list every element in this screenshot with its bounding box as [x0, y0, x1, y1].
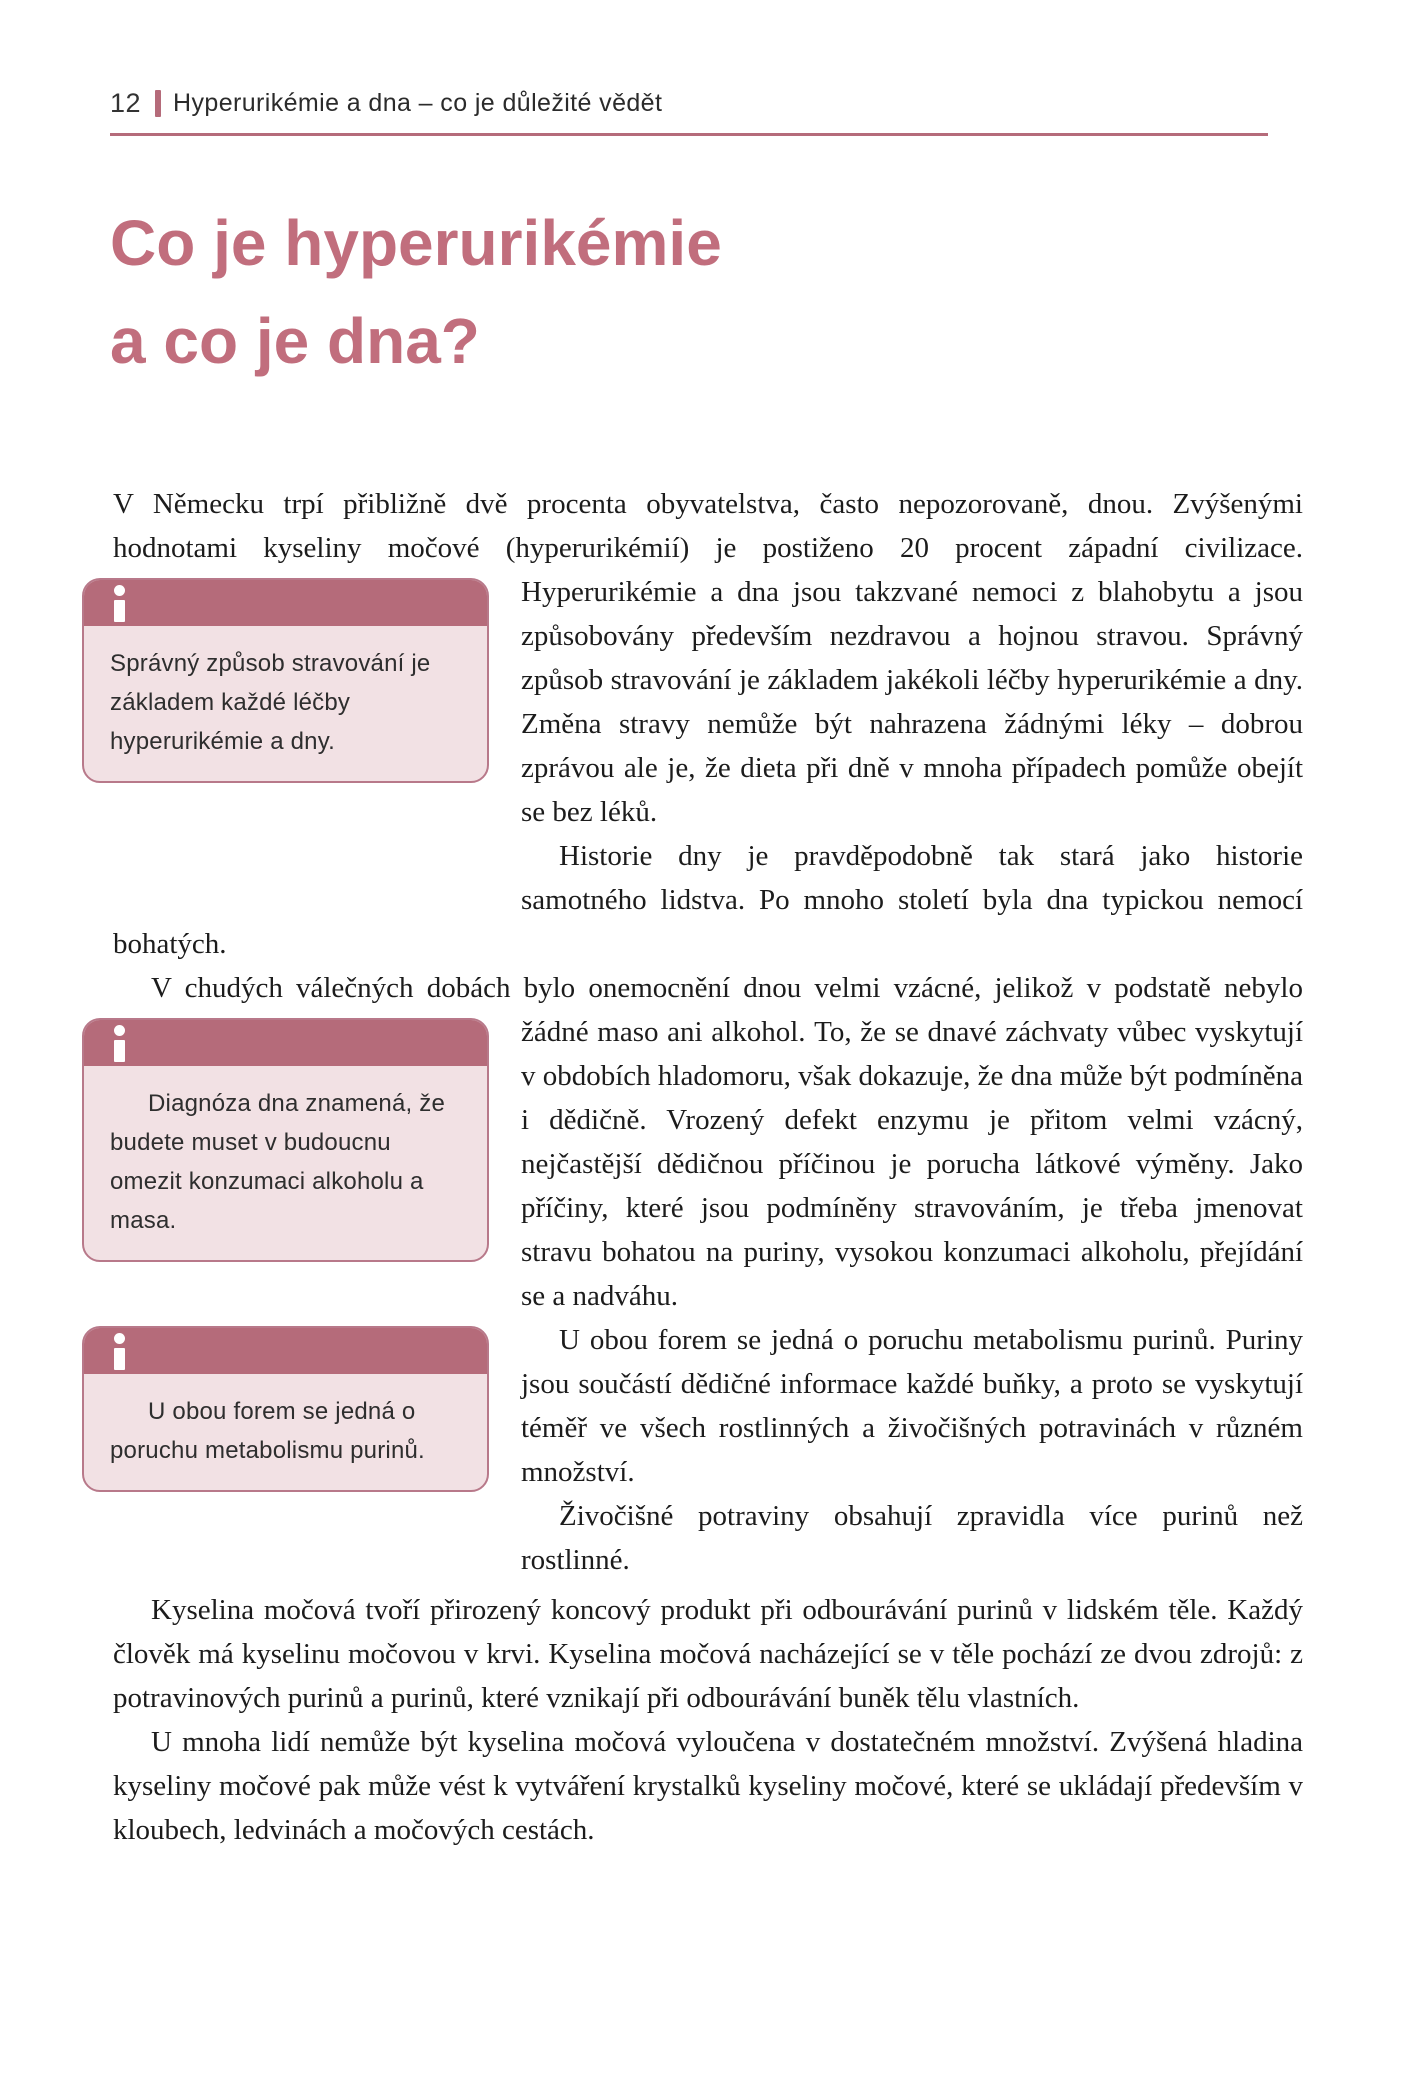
info-box-2-header [84, 1020, 487, 1066]
info-box-3-text: U obou forem se jedná o poruchu metabolismu purinů. [110, 1398, 425, 1464]
paragraph-5: Živočišné potraviny obsahují zpravidla více purinů než rostlinné. [521, 1500, 1303, 1576]
info-icon-dot [114, 585, 125, 596]
header-separator-bar [155, 90, 161, 117]
info-icon-stem [114, 600, 125, 622]
book-page [0, 88, 1415, 2088]
info-box-2-frame [82, 1018, 489, 1262]
info-box-2 [82, 1018, 489, 1312]
running-header-row [110, 88, 1300, 119]
paragraph-4-text: U obou forem se jedná o poruchu metabolismu purinů. Puriny jsou součástí dědičné informace každé buňky, a proto se vyskytují téměř ve všech rostlinných a živočišných potravinách v různém množství. [521, 1324, 1303, 1488]
info-box-2-text: Diagnóza dna znamená, že budete muset v budoucnu omezit konzumaci alkoholu a masa. [110, 1090, 445, 1234]
info-icon [114, 585, 125, 622]
info-icon-stem [114, 1040, 125, 1062]
body-text [110, 482, 1304, 1852]
page-number: 12 [110, 88, 142, 118]
info-box-1-header [84, 580, 487, 626]
info-box-3-frame [82, 1326, 489, 1492]
paragraph-7: U mnoha lidí nemůže být kyselina močová vyloučena v dostatečném množství. Zvýšená hladina kyseliny močové pak může vést k vytváření krystalků kyseliny močové, které se ukládají především v kloubech, ledvinách a močových cestách. [113, 1726, 1303, 1846]
info-icon-dot [114, 1333, 125, 1344]
title-line-1: Co je hyperurikémie [110, 207, 722, 279]
info-box-1-text: Správný způsob stravování je základem každé léčby hyperurikémie a dny. [110, 650, 431, 755]
info-box-3-header [84, 1328, 487, 1374]
paragraph-2: Historie dny je pravděpodobně tak stará jako historie samotného lidstva. Po mnoho století byla dna typickou nemocí bohatých. [113, 840, 1303, 960]
info-box-1 [82, 578, 489, 891]
running-header [110, 88, 1300, 136]
paragraph-1-part-b: západní civilizace. Hyperurikémie a dna jsou takzvané nemoci z blahobytu a jsou způsobovány především nezdravou a hojnou stravou. Správný způsob stravování je základem jakékoli léčby hyperurikémie a dny. Změna stravy nemůže být nahrazena žádnými léky – dobrou zprávou ale je, že dieta při dně v mnoha případech pomůže obejít se bez léků. [521, 532, 1303, 828]
paragraph-1-part-a: V Německu trpí přibližně dvě procenta obyvatelstva, často nepozorovaně, dnou. Zvýšenými hodnotami kyseliny močové (hyperurikémií) je postiženo 20 procent [113, 488, 1303, 564]
info-icon [114, 1025, 125, 1062]
info-box-1-frame [82, 578, 489, 783]
paragraph-3 [110, 966, 1304, 1318]
paragraph-3-part-b: To, že se dnavé záchvaty vůbec vyskytují v obdobích hladomoru, však dokazuje, že dna může být podmíněna i dědičně. Vrozený defekt enzymu je přitom velmi vzácný, nejčastější dědičnou příčinou je porucha látkové výměny. Jako příčiny, které jsou podmíněny stravováním, je třeba jmenovat stravu bohatou na puriny, vysokou konzumaci alkoholu, přejídání se a nadváhu. [521, 1016, 1304, 1312]
header-rule [110, 133, 1268, 136]
paragraph-6: Kyselina močová tvoří přirozený koncový produkt při odbourávání purinů v lidském těle. Každý člověk má kyselinu močovou v krvi. Kyselina močová nacházející se v těle pochází ze dvou zdrojů: z potravinových purinů a purinů, které vznikají při odbourávání buněk tělu vlastních. [113, 1594, 1303, 1714]
paragraph-1 [110, 482, 1303, 834]
info-icon [114, 1333, 125, 1370]
title-line-2: a co je dna? [110, 305, 480, 377]
page-title [110, 194, 1415, 390]
paragraph-4 [110, 1318, 1303, 1494]
info-icon-stem [114, 1348, 125, 1370]
paragraph-3-part-a: V chudých válečných dobách bylo onemocnění dnou velmi vzácné, jelikož v podstatě nebylo žádné maso ani alkohol. [151, 972, 1303, 1048]
chapter-header-title: Hyperurikémie a dna – co je důležité vědět [173, 89, 663, 117]
info-icon-dot [114, 1025, 125, 1036]
info-box-3 [82, 1326, 489, 1588]
